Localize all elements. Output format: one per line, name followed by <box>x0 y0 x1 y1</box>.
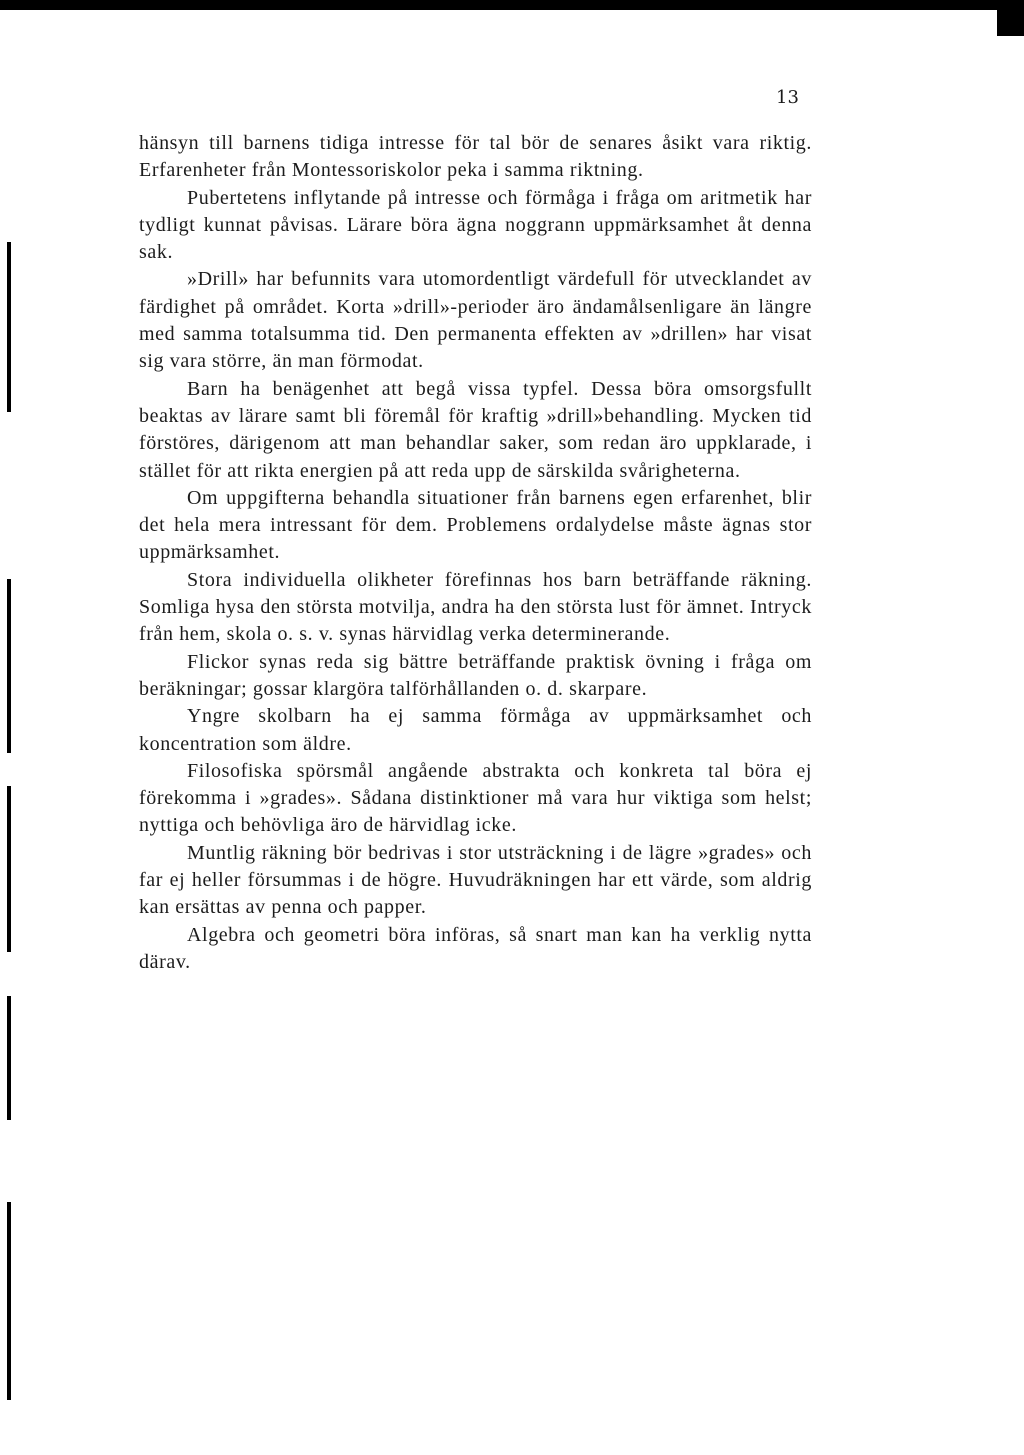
paragraph: Filosofiska spörsmål angående abstrakta och konkreta tal böra ej förekomma i »grades». Sådana distinktioner må vara hur viktiga som helst; nyttiga och behövliga äro de härvidlag icke. <box>139 759 812 837</box>
scan-edge-mark <box>7 242 11 412</box>
paragraph: Algebra och geometri böra införas, så snart man kan ha verklig nytta därav. <box>139 923 812 973</box>
body-text <box>139 130 812 976</box>
paragraph: Muntlig räkning bör bedrivas i stor utsträckning i de lägre »grades» och far ej heller försummas i de högre. Huvudräkningen har ett värde, som aldrig kan ersättas av penna och papper. <box>139 841 812 919</box>
paragraph: Pubertetens inflytande på intresse och förmåga i fråga om aritmetik har tydligt kunnat påvisas. Lärare böra ägna noggrann uppmärksamhet åt denna sak. <box>139 186 812 264</box>
paragraph: Barn ha benägenhet att begå vissa typfel. Dessa böra omsorgsfullt beaktas av lärare samt bli föremål för kraftig »drill»behandling. Mycken tid förstöres, därigenom att man behandlar saker, som redan äro uppklarade, i stället för att rikta energien på att reda upp de särskilda svårigheterna. <box>139 377 812 482</box>
paragraph: Om uppgifterna behandla situationer från barnens egen erfarenhet, blir det hela mera intressant för dem. Problemens ordalydelse måste ägnas stor uppmärksamhet. <box>139 486 812 564</box>
scan-edge-mark <box>7 579 11 753</box>
paragraph: »Drill» har befunnits vara utomordentligt värdefull för utvecklandet av färdighet på området. Korta »drill»-perioder äro ändamålsenligare än längre med samma totalsumma tid. Den permanenta effekten av »drillen» har visat sig vara större, än man förmodat. <box>139 268 812 373</box>
scan-edge-mark <box>7 786 11 952</box>
paragraph: Yngre skolbarn ha ej samma förmåga av uppmärksamhet och koncentration som äldre. <box>139 705 812 755</box>
paragraph: Stora individuella olikheter förefinnas hos barn beträffande räkning. Somliga hysa den största motvilja, andra ha den största lust för ämnet. Intryck från hem, skola o. s. v. synas härvidlag verka determinerande. <box>139 568 812 646</box>
scan-edge-mark <box>7 1202 11 1400</box>
scan-top-band <box>0 10 997 36</box>
paragraph: hänsyn till barnens tidiga intresse för tal bör de senares åsikt vara riktig. Erfarenheter från Montessoriskolor peka i samma riktning. <box>139 132 812 182</box>
scan-edge-mark <box>7 996 11 1120</box>
page-number: 13 <box>776 87 799 108</box>
paragraph: Flickor synas reda sig bättre beträffande praktisk övning i fråga om beräkningar; gossar klargöra talförhållanden o. d. skarpare. <box>139 650 812 700</box>
